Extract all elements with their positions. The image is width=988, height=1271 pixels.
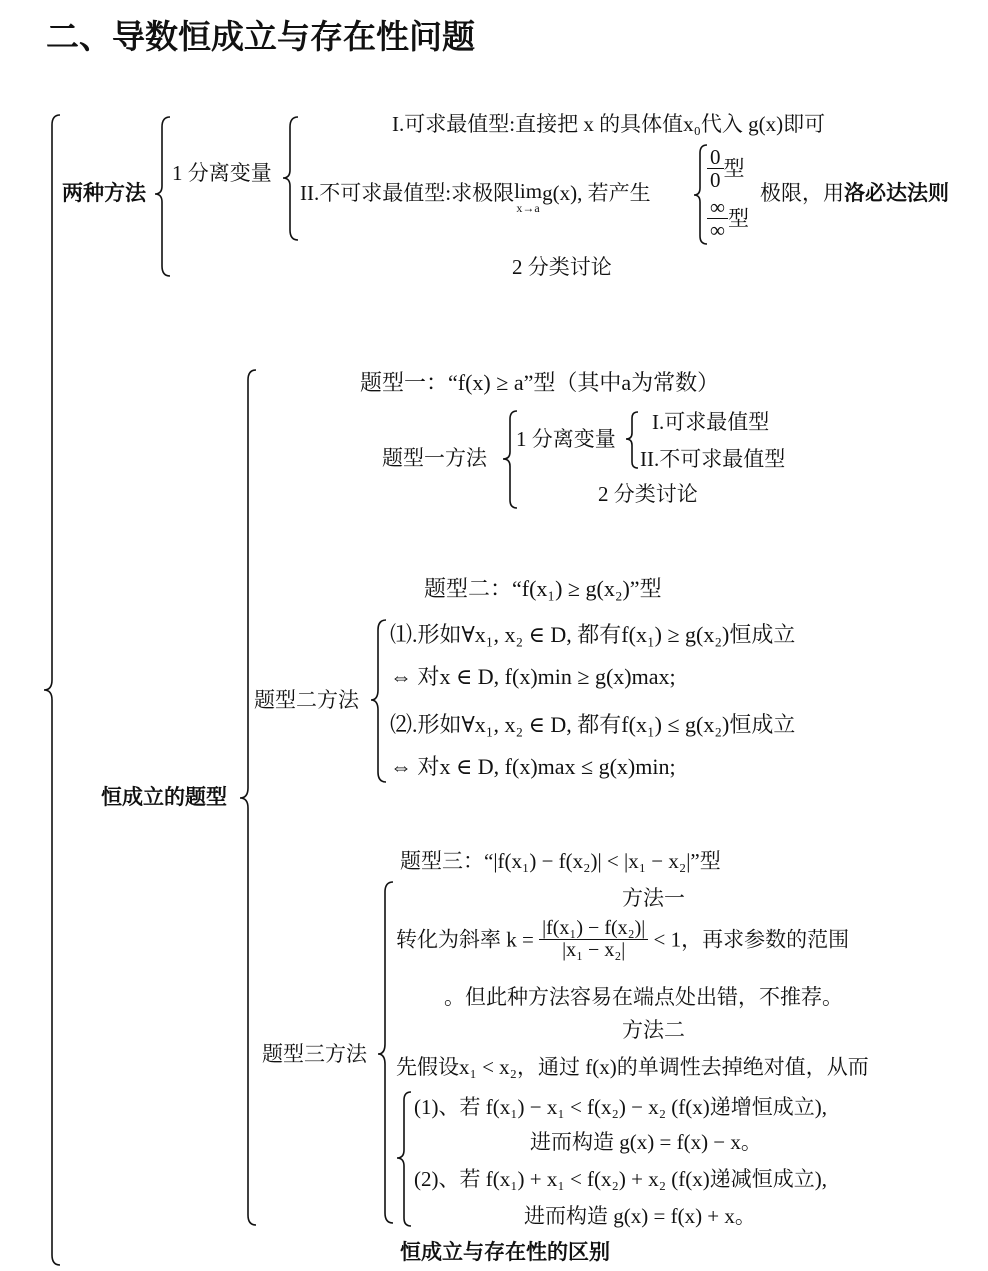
type2-line4: ⇔ 对x ∈ D, f(x)max ≤ g(x)min; <box>390 754 676 779</box>
type2-line1: ⑴.形如∀x₁, x₂ ∈ D, 都有f(x₁) ≥ g(x₂)恒成立 <box>390 622 796 647</box>
type3-title: 题型三：“|f(x₁) − f(x₂)| < |x₁ − x₂|”型 <box>400 849 721 873</box>
method-one-slope: 转化为斜率 k = $\frac{\text{|f(x₁) − f(x₂)|}}{\text{|x₁ − x₂|}}$ < 1，再求参数的范围 <box>396 917 850 961</box>
method-two-case2-result: 进而构造 g(x) = f(x) + x。 <box>524 1204 756 1228</box>
inf-over-inf: $\frac{\infty}{\infty}$ 型 <box>707 196 749 241</box>
method-two-case1: (1)、若 f(x₁) − x₁ < f(x₂) − x₂ (f(x)递增恒成立), <box>414 1095 827 1119</box>
lhopital-text: 极限，用洛必达法则 <box>760 181 949 205</box>
type3-method-brace <box>378 882 393 1223</box>
method2-inner-brace <box>397 1092 411 1226</box>
section-footer-heading: 恒成立与存在性的区别 <box>400 1240 610 1264</box>
fraction-brace <box>694 145 707 244</box>
page-title: 二、导数恒成立与存在性问题 <box>46 17 475 56</box>
type1-sub2: 2 分类讨论 <box>598 482 698 506</box>
constant-types-label: 恒成立的题型 <box>101 785 227 809</box>
method-two-case1-result: 进而构造 g(x) = f(x) − x。 <box>530 1130 762 1154</box>
type2-method-brace <box>371 620 386 782</box>
type2-line3: ⑵.形如∀x₁, x₂ ∈ D, 都有f(x₁) ≤ g(x₂)恒成立 <box>390 712 796 737</box>
method-two-case2: (2)、若 f(x₁) + x₁ < f(x₂) + x₂ (f(x)递减恒成立), <box>414 1167 827 1191</box>
two-methods-label: 两种方法 <box>62 181 146 205</box>
type2-method-label: 题型二方法 <box>254 688 359 712</box>
outer-brace <box>44 115 60 1265</box>
method-two-title: 方法二 <box>622 1018 685 1042</box>
type1-sub1b: II.不可求最值型 <box>640 447 786 471</box>
type1-method-brace <box>503 411 517 508</box>
type2-line2: ⇔ 对x ∈ D, f(x)min ≥ g(x)max; <box>390 664 676 689</box>
zero-over-zero: $\frac{0}{0}$ 型 <box>707 146 745 191</box>
method1-label: 1 分离变量 <box>172 161 272 185</box>
method-one-title: 方法一 <box>622 886 685 910</box>
type1-sub1a: I.可求最值型 <box>652 410 770 434</box>
separate-brace <box>283 117 298 240</box>
type2-title: 题型二：“f(x₁) ≥ g(x₂)”型 <box>424 576 662 601</box>
types-brace <box>240 370 256 1225</box>
type1-method-label: 题型一方法 <box>382 446 487 470</box>
method-one-note: 。但此种方法容易在端点处出错，不推荐。 <box>444 985 843 1009</box>
case-two-text: II.不可求最值型:求极限 lim x→a g(x), 若产生 <box>300 179 651 215</box>
type1-title: 题型一：“f(x) ≥ a”型（其中a为常数） <box>360 370 720 395</box>
method2-label: 2 分类讨论 <box>512 255 612 279</box>
type3-method-label: 题型三方法 <box>262 1042 367 1066</box>
methods-brace <box>155 117 170 276</box>
method-two-intro: 先假设x₁ < x₂，通过 f(x)的单调性去掉绝对值，从而 <box>396 1055 869 1079</box>
case-one-text: I.可求最值型:直接把 x 的具体值x₀代入 g(x)即可 <box>392 112 826 136</box>
type1-sub-brace <box>626 412 638 468</box>
type1-sub1: 1 分离变量 <box>516 427 616 451</box>
